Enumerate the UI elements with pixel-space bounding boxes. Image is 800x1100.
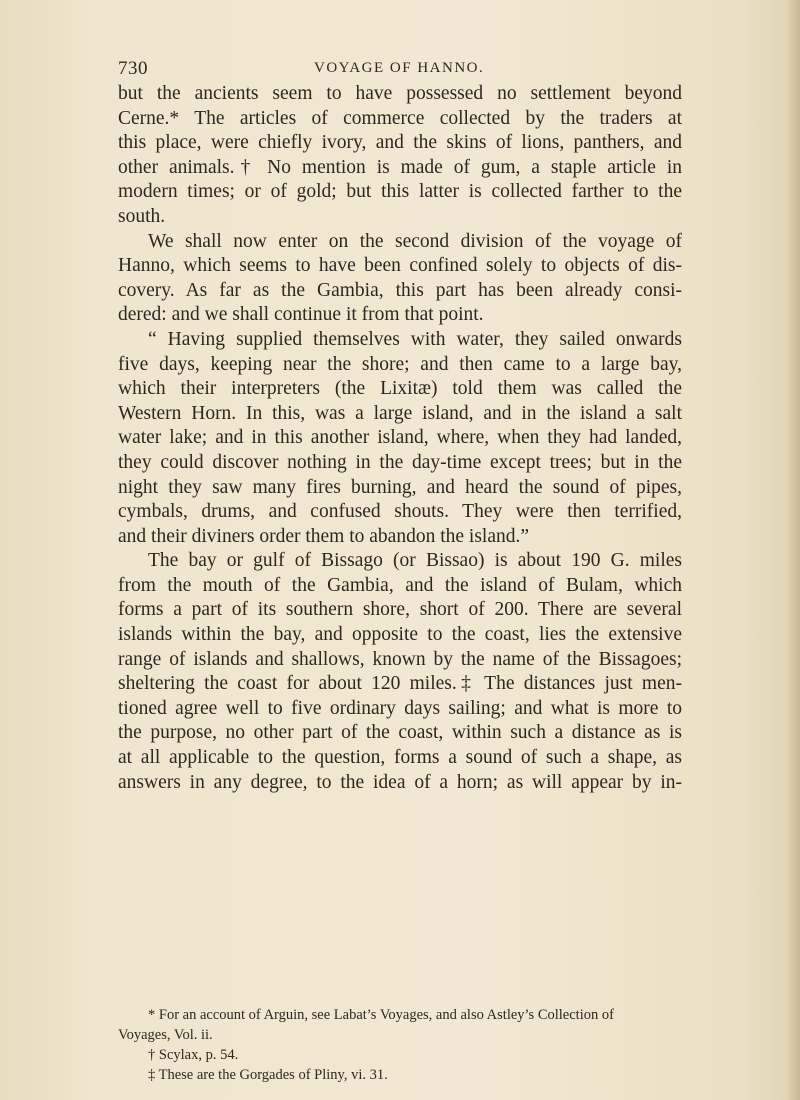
text-line: night they saw many fires burning, and heard the sound of pipes,: [118, 476, 682, 498]
running-head: VOYAGE OF HANNO.: [314, 60, 485, 76]
text-line: sheltering the coast for about 120 miles.‡ The distances just men-: [118, 673, 682, 695]
paragraph-2: [118, 230, 682, 328]
text-line: islands within the bay, and opposite to the coast, lies the extensive: [118, 624, 682, 646]
page-number: 730: [118, 58, 148, 79]
text-line: from the mouth of the Gambia, and the island of Bulam, which: [118, 574, 682, 596]
text-line: Western Horn. In this, was a large island, and in the island a salt: [118, 402, 682, 424]
footnote-2: † Scylax, p. 54.: [148, 1047, 239, 1063]
text-line: which their interpreters (the Lixitæ) told them was called the: [118, 378, 682, 400]
text-line: answers in any degree, to the idea of a horn; as will appear by in-: [118, 771, 682, 793]
text-line: We shall now enter on the second division of the voyage of: [148, 230, 682, 252]
text-line: range of islands and shallows, known by the name of the Bissagoes;: [118, 648, 682, 670]
text-line: modern times; or of gold; but this latter is collected farther to the: [118, 181, 682, 203]
text-line: they could discover nothing in the day-time except trees; but in the: [118, 451, 682, 473]
footnotes: [118, 1005, 682, 1085]
footnote-3: ‡ These are the Gorgades of Pliny, vi. 31.: [148, 1067, 388, 1083]
text-line: Hanno, which seems to have been confined solely to objects of dis-: [118, 255, 682, 277]
text-line: Cerne.* The articles of commerce collected by the traders at: [118, 107, 682, 129]
paragraph-1: [118, 82, 682, 230]
text-line: five days, keeping near the shore; and then came to a large bay,: [118, 353, 682, 375]
text-line: tioned agree well to five ordinary days sailing; and what is more to: [118, 697, 682, 719]
text-line: south.: [118, 205, 166, 227]
text-line: water lake; and in this another island, where, when they had landed,: [118, 427, 682, 449]
text-line: dered: and we shall continue it from that point.: [118, 304, 484, 326]
text-line: the purpose, no other part of the coast, within such a distance as is: [118, 722, 682, 744]
footnote-1-continued: Voyages, Vol. ii.: [118, 1027, 213, 1043]
text-line: The bay or gulf of Bissago (or Bissao) is about 190 G. miles: [148, 550, 682, 572]
text-line: other animals.† No mention is made of gum, a staple article in: [118, 156, 682, 178]
text-line: forms a part of its southern shore, short of 200. There are several: [118, 599, 682, 621]
footnote-1: * For an account of Arguin, see Labat’s Voyages, and also Astley’s Collection of: [148, 1007, 614, 1023]
paragraph-4: [118, 549, 682, 795]
text-line: cymbals, drums, and confused shouts. They were then terrified,: [118, 501, 682, 523]
text-line: this place, were chiefly ivory, and the skins of lions, panthers, and: [118, 132, 682, 154]
text-line: but the ancients seem to have possessed no settlement beyond: [118, 83, 682, 104]
body-text: [118, 82, 682, 795]
text-line: covery. As far as the Gambia, this part has been already consi-: [118, 279, 682, 301]
text-line: “ Having supplied themselves with water, they sailed onwards: [148, 328, 682, 350]
text-line: and their diviners order them to abandon the island.”: [118, 525, 530, 547]
page-edge-shadow: [786, 0, 800, 1100]
text-line: at all applicable to the question, forms a sound of such a shape, as: [118, 747, 682, 769]
paragraph-3-quotation: [118, 328, 682, 549]
